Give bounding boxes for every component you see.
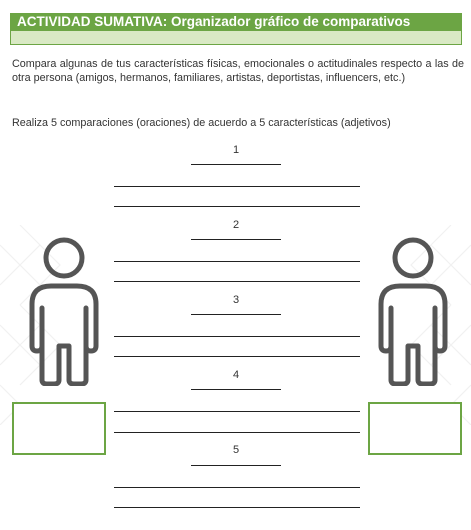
comparison-number-4: 4 (232, 369, 240, 381)
comparison-3-short-line[interactable] (191, 314, 281, 315)
activity-title: ACTIVIDAD SUMATIVA: Organizador gráfico de comparativos (10, 13, 462, 30)
comparison-1-short-line[interactable] (191, 164, 281, 165)
comparison-2-line-1[interactable] (114, 261, 360, 262)
instructions-text: Compara algunas de tus características físicas, emocionales o actitudinales respecto a las de otra persona (amigos, hermanos, familiares, artistas, deportistas, influencers, etc.) (12, 58, 464, 84)
comparison-1-line-2[interactable] (114, 206, 360, 207)
right-person-name-box[interactable] (368, 402, 462, 455)
comparison-number-2: 2 (232, 219, 240, 231)
comparison-number-3: 3 (232, 294, 240, 306)
comparison-5-line-2[interactable] (114, 507, 360, 508)
task-text: Realiza 5 comparaciones (oraciones) de acuerdo a 5 características (adjetivos) (12, 117, 391, 129)
comparison-2-short-line[interactable] (191, 239, 281, 240)
comparison-4-line-2[interactable] (114, 432, 360, 433)
comparison-number-1: 1 (232, 144, 240, 156)
comparison-3-line-1[interactable] (114, 336, 360, 337)
comparison-5-line-1[interactable] (114, 487, 360, 488)
right-person-icon (373, 236, 453, 386)
comparison-1-line-1[interactable] (114, 186, 360, 187)
comparison-3-line-2[interactable] (114, 356, 360, 357)
comparison-4-line-1[interactable] (114, 411, 360, 412)
title-subbar (10, 30, 462, 45)
comparison-number-5: 5 (232, 444, 240, 456)
left-person-name-box[interactable] (12, 402, 106, 455)
left-person-icon (24, 236, 104, 386)
comparison-4-short-line[interactable] (191, 389, 281, 390)
comparison-5-short-line[interactable] (191, 465, 281, 466)
comparison-2-line-2[interactable] (114, 281, 360, 282)
